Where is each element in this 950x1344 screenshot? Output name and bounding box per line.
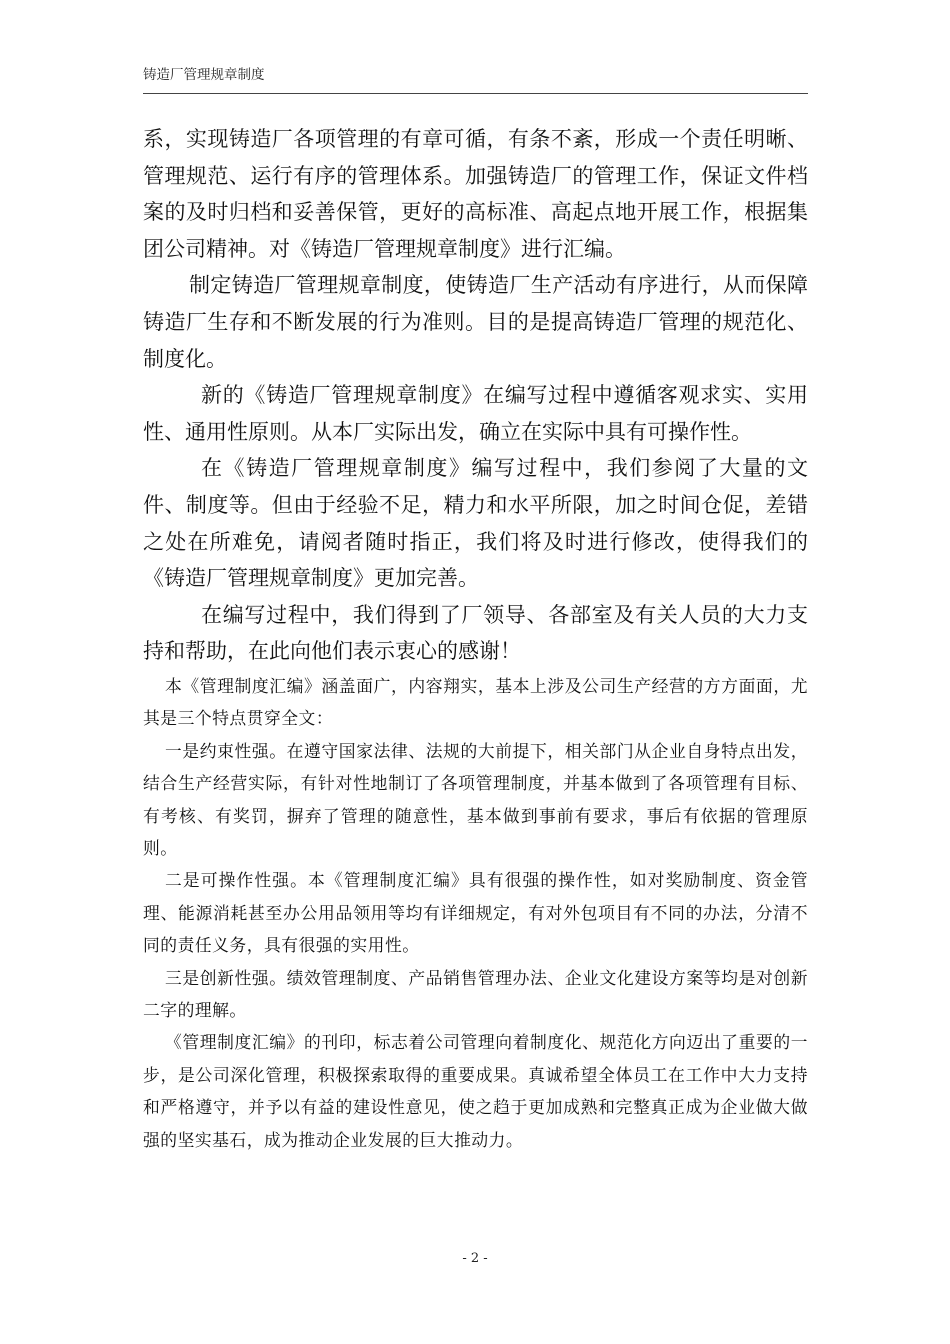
document-body xyxy=(143,121,808,1156)
paragraph-overview: 本《管理制度汇编》涵盖面广，内容翔实，基本上涉及公司生产经营的方方面面，尤其是三个特点贯穿全文： xyxy=(143,675,808,729)
paragraph-feature-constraint: 一是约束性强。在遵守国家法律、法规的大前提下，相关部门从企业自身特点出发，结合生产经营实际，有针对性地制订了各项管理制度，并基本做到了各项管理有目标、有考核、有奖罚，摒弃了管理的随意性，基本做到事前有要求，事后有依据的管理原则。 xyxy=(143,740,808,858)
running-header: 铸造厂管理规章制度 xyxy=(143,66,808,94)
paragraph-thanks: 在编写过程中，我们得到了厂领导、各部室及有关人员的大力支持和帮助，在此向他们表示衷心的感谢！ xyxy=(143,602,808,664)
paragraph-principles: 新的《铸造厂管理规章制度》在编写过程中遵循客观求实、实用性、通用性原则。从本厂实际出发，确立在实际中具有可操作性。 xyxy=(143,383,808,444)
paragraph-conclusion: 《管理制度汇编》的刊印，标志着公司管理向着制度化、规范化方向迈出了重要的一步，是公司深化管理，积极探索取得的重要成果。真诚希望全体员工在工作中大力支持和严格遵守，并予以有益的建设性意见，使之趋于更加成熟和完整真正成为企业做大做强的坚实基石，成为推动企业发展的巨大推动力。 xyxy=(143,1032,808,1150)
page-number: - 2 - xyxy=(462,1251,488,1266)
paragraph-apology: 在《铸造厂管理规章制度》编写过程中，我们参阅了大量的文件、制度等。但由于经验不足，精力和水平所限，加之时间仓促，差错之处在所难免，请阅者随时指正，我们将及时进行修改，使得我们的《铸造厂管理规章制度》更加完善。 xyxy=(143,456,808,591)
paragraph-feature-operability: 二是可操作性强。本《管理制度汇编》具有很强的操作性，如对奖励制度、资金管理、能源消耗甚至办公用品领用等均有详细规定，有对外包项目有不同的办法，分清不同的责任义务，具有很强的实用性。 xyxy=(143,870,808,956)
paragraph-purpose: 制定铸造厂管理规章制度，使铸造厂生产活动有序进行，从而保障铸造厂生存和不断发展的行为准则。目的是提高铸造厂管理的规范化、制度化。 xyxy=(143,273,808,371)
paragraph-continuation: 系，实现铸造厂各项管理的有章可循，有条不紊，形成一个责任明晰、管理规范、运行有序的管理体系。加强铸造厂的管理工作，保证文件档案的及时归档和妥善保管，更好的高标准、高起点地开展工作，根据集团公司精神。对《铸造厂管理规章制度》进行汇编。 xyxy=(143,127,808,261)
paragraph-feature-innovation: 三是创新性强。绩效管理制度、产品销售管理办法、企业文化建设方案等均是对创新二字的理解。 xyxy=(143,967,808,1020)
